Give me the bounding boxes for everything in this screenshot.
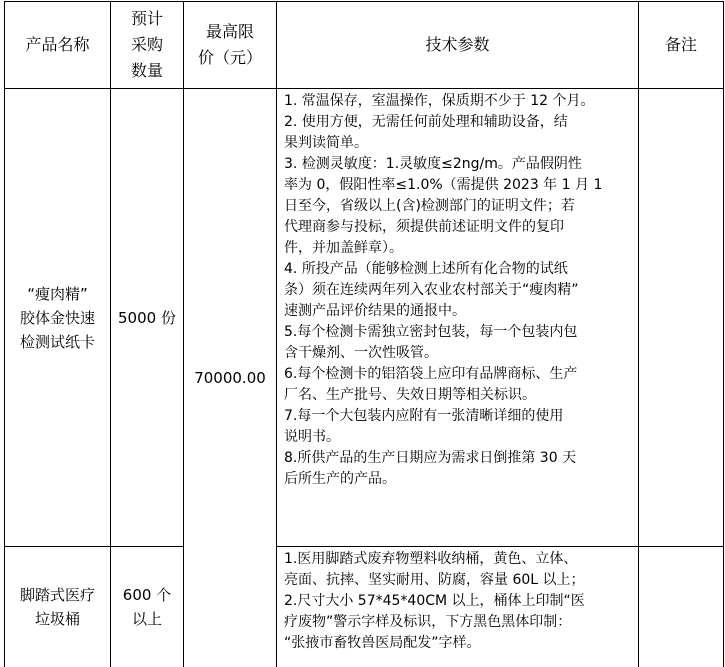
tech-param-item: 5.每个检测卡需独立密封包装，每一个包装内包 含干燥剂、一次性吸管。 <box>284 324 578 361</box>
table-row-1-tech-params <box>284 91 636 490</box>
header-quantity-text: 预计 采购 数量 <box>130 9 163 80</box>
header-tech-params <box>277 2 638 88</box>
table-row-2-tech-params <box>284 549 636 654</box>
tech-param-item: 1.医用脚踏式废弃物塑料收纳桶，黄色、立体、 亮面、抗摔、坚实耐用、防腐，容量 60L 以上； <box>284 551 585 588</box>
product-name-text: 脚踏式医疗 垃圾桶 <box>19 586 95 628</box>
header-notes-text: 备注 <box>664 35 697 54</box>
table-row-2-product-name <box>5 547 110 667</box>
tech-param-item: 4. 所投产品（能够检测上述所有化合物的试纸 条）须在连续两年列入农业农村部关于“瘦肉精” 速测产品评价结果的通报中。 <box>284 261 579 319</box>
table-row-1-quantity <box>111 89 183 546</box>
max-price-text: 70000.00 <box>194 369 266 387</box>
tech-param-item: 7.每一个大包装内应附有一张清晰详细的使用 说明书。 <box>284 408 564 445</box>
header-product-name <box>5 2 110 88</box>
tech-param-item: 8.所供产品的生产日期应为需求日倒推第 30 天 后所生产的产品。 <box>284 450 577 487</box>
header-quantity <box>111 2 183 88</box>
header-notes <box>639 2 723 88</box>
header-max-price-text: 最高限 价（元） <box>197 22 262 67</box>
header-tech-params-text: 技术参数 <box>425 35 490 54</box>
tech-param-item: 2. 使用方便，无需任何前处理和辅助设备，结 果判读简单。 <box>284 114 568 151</box>
header-max-price <box>184 2 276 88</box>
product-name-text: “瘦肉精” 胶体金快速 检测试纸卡 <box>19 284 95 351</box>
table-row-1-max-price <box>184 89 276 667</box>
table-row-2-quantity <box>111 547 183 667</box>
table-row-1-product-name <box>5 89 110 546</box>
quantity-text: 600 个 以上 <box>122 586 172 628</box>
header-product-name-text: 产品名称 <box>25 35 90 54</box>
tech-param-item: 1. 常温保存，室温操作，保质期不少于 12 个月。 <box>284 93 595 109</box>
column-divider <box>276 1 277 667</box>
tech-param-item: 2.尺寸大小 57*45*40CM 以上，桶体上印制“医 疗废物”警示字样及标识，下方黑色黑体印制： “张掖市畜牧兽医局配发”字样。 <box>284 593 585 651</box>
tech-param-item: 6.每个检测卡的铝箔袋上应印有品牌商标、生产 厂名、生产批号、失效日期等相关标识。 <box>284 366 578 403</box>
table-row-2-notes <box>639 547 723 667</box>
tech-param-item: 3. 检测灵敏度：1.灵敏度≤2ng/m。产品假阴性 率为 0，假阳性率≤1.0%（需提供 2023 年 1 月 1 日至今，省级以上(含)检测部门的证明文件；若 代理商参与投标，须提供前述证明文件的复印 件，并加盖鲜章）。 <box>284 156 603 256</box>
table-border-right <box>723 1 724 667</box>
quantity-text: 5000 份 <box>118 308 176 327</box>
table-row-1-notes <box>639 89 723 546</box>
